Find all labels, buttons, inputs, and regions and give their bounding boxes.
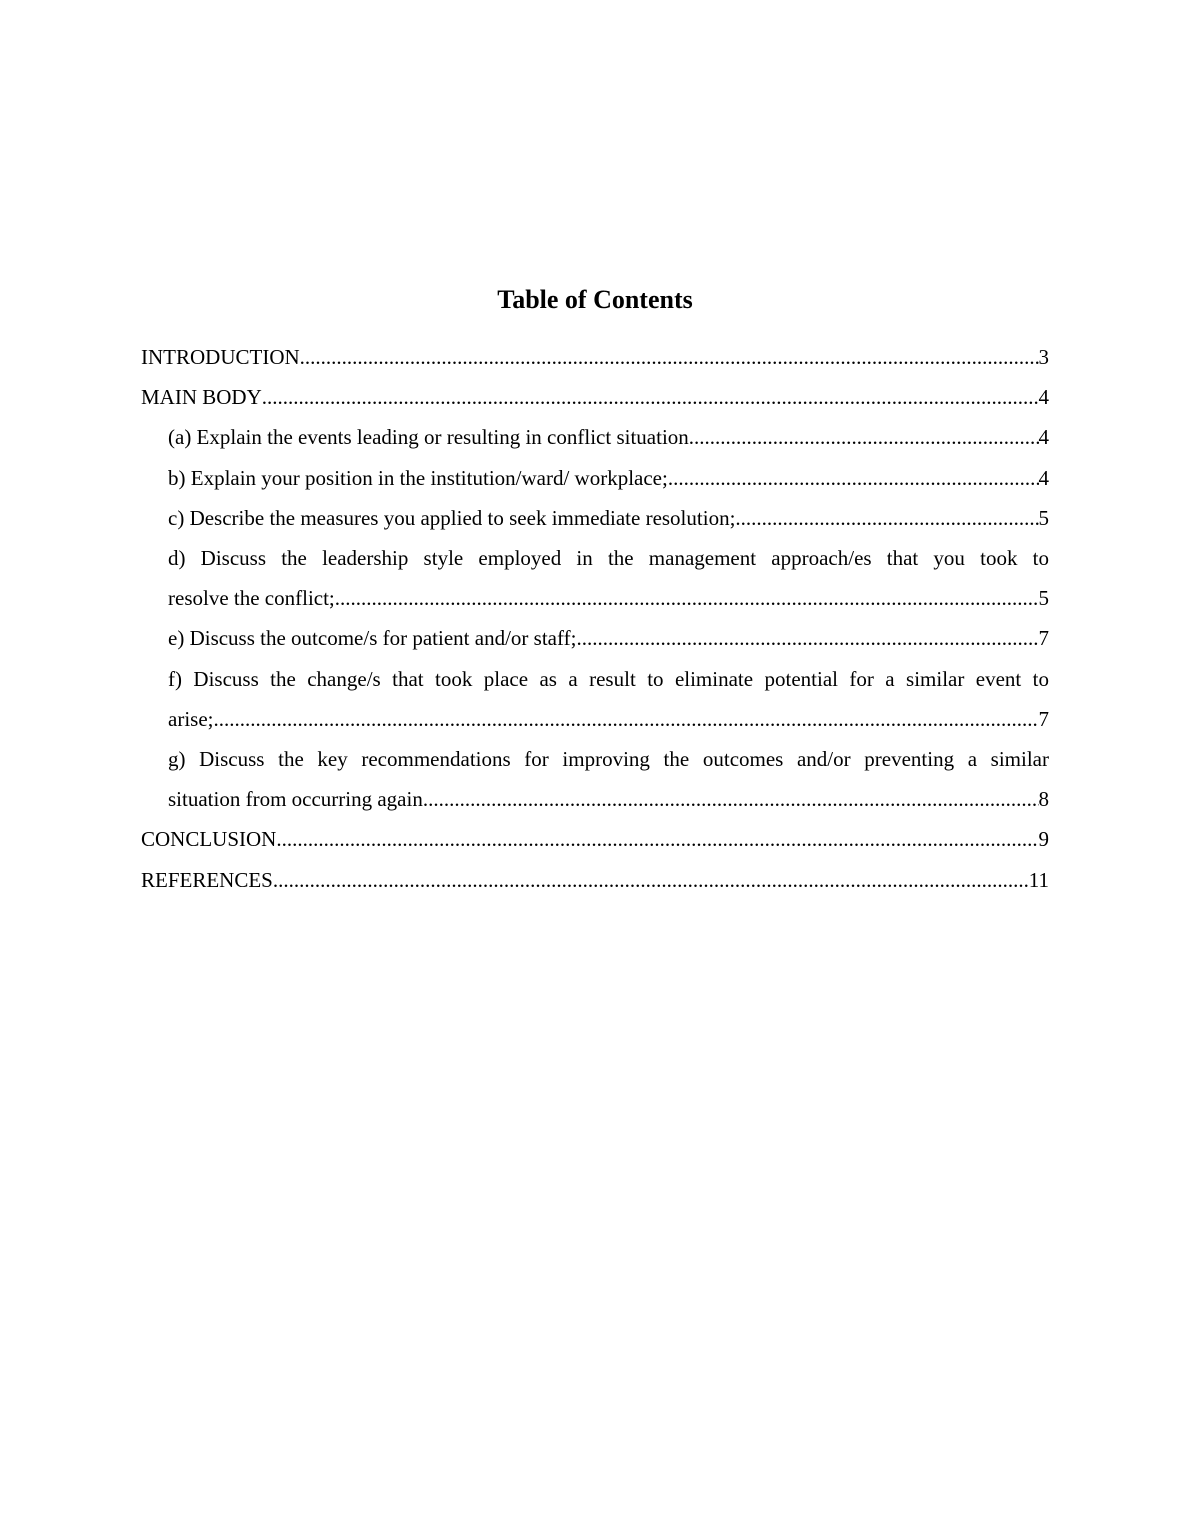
dot-leader xyxy=(694,417,1038,457)
toc-page-number: 7 xyxy=(1038,626,1049,651)
toc-entry-label: INTRODUCTION xyxy=(141,345,300,369)
toc-entry-g[interactable] xyxy=(168,739,1049,819)
toc-page-number: 9 xyxy=(1038,827,1049,852)
toc-entry-main-body[interactable] xyxy=(141,377,1049,417)
toc-entry-label-line2: resolve the conflict; xyxy=(168,586,335,611)
toc-entry-d[interactable] xyxy=(168,538,1049,618)
table-of-contents xyxy=(141,337,1049,900)
toc-entry-c[interactable] xyxy=(168,498,1049,538)
toc-entry-b[interactable] xyxy=(168,458,1049,498)
toc-entry-a[interactable] xyxy=(168,417,1049,457)
toc-entry-label-line2: situation from occurring again. xyxy=(168,787,429,812)
toc-page-number: 11 xyxy=(1028,867,1049,892)
toc-page-number: 7 xyxy=(1038,706,1049,731)
toc-page-number: 4 xyxy=(1038,385,1049,410)
dot-leader xyxy=(576,618,1038,658)
toc-entry-label: c) Describe the measures you applied to seek immediate resolution; xyxy=(168,505,736,530)
dot-leader xyxy=(213,699,1038,739)
toc-entry-label: b) Explain your position in the institution/ward/ workplace; xyxy=(168,465,668,490)
dot-leader xyxy=(335,578,1039,618)
toc-page-number: 4 xyxy=(1038,425,1049,450)
toc-page-number: 5 xyxy=(1038,586,1049,611)
toc-entry-label: REFERENCES xyxy=(141,867,273,892)
toc-page-number: 3 xyxy=(1038,345,1049,369)
dot-leader xyxy=(668,458,1039,498)
page-title: Table of Contents xyxy=(497,285,693,314)
dot-leader xyxy=(273,860,1029,900)
toc-entry-e[interactable] xyxy=(168,618,1049,658)
toc-page-number: 8 xyxy=(1038,787,1049,812)
dot-leader xyxy=(276,819,1038,859)
toc-entry-label-line1: f) Discuss the change/s that took place as a result to eliminate potential for a similar event to xyxy=(168,666,1049,691)
toc-entry-label-line1: g) Discuss the key recommendations for improving the outcomes and/or preventing a similar xyxy=(168,747,1049,772)
dot-leader xyxy=(262,377,1039,417)
toc-entry-references[interactable] xyxy=(141,860,1049,900)
toc-entry-label: MAIN BODY xyxy=(141,385,262,410)
toc-entry-label: e) Discuss the outcome/s for patient and/or staff; xyxy=(168,626,577,651)
toc-entry-label: (a) Explain the events leading or resulting in conflict situation. xyxy=(168,425,695,450)
toc-entry-f[interactable] xyxy=(168,659,1049,739)
dot-leader xyxy=(428,779,1038,819)
toc-entry-label-line2: arise; xyxy=(168,706,214,731)
toc-page-number: 5 xyxy=(1038,505,1049,530)
toc-entry-introduction[interactable] xyxy=(141,337,1049,377)
toc-entry-label: CONCLUSION xyxy=(141,827,277,852)
dot-leader xyxy=(300,337,1039,377)
toc-entry-conclusion[interactable] xyxy=(141,819,1049,859)
dot-leader xyxy=(735,498,1038,538)
toc-entry-label-line1: d) Discuss the leadership style employed in the management approach/es that you took to xyxy=(168,546,1049,571)
toc-page-number: 4 xyxy=(1038,465,1049,490)
